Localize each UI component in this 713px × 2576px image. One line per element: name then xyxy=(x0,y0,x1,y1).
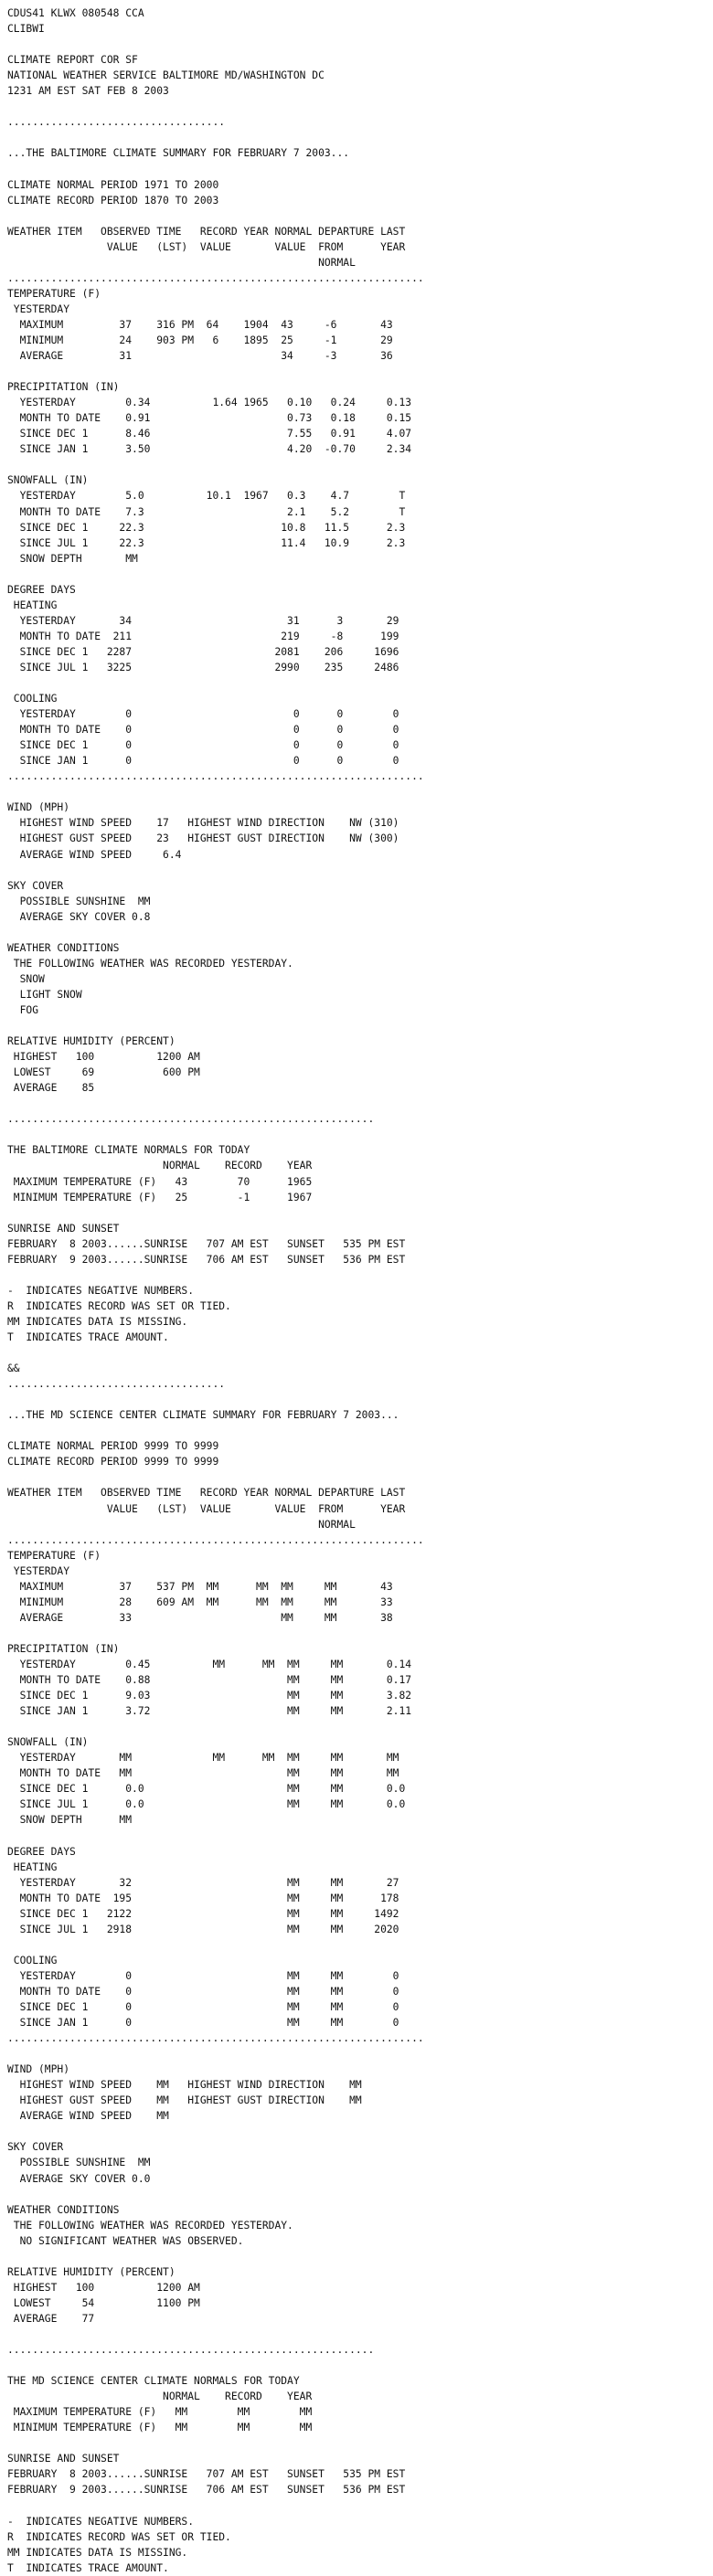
report-line: MAXIMUM TEMPERATURE (F) MM MM MM xyxy=(7,2406,313,2419)
report-line: THE MD SCIENCE CENTER CLIMATE NORMALS FOR TODAY xyxy=(7,2375,300,2388)
report-line xyxy=(7,1423,424,1438)
report-line: MM INDICATES DATA IS MISSING. xyxy=(7,2546,188,2559)
report-line: SINCE JAN 1 0 MM MM 0 xyxy=(7,2017,399,2030)
report-line: ........................................................... xyxy=(7,2344,375,2357)
report-line: AVERAGE WIND SPEED 6.4 xyxy=(7,848,182,861)
report-line: CLIMATE REPORT COR SF xyxy=(7,54,138,67)
report-line: SNOWFALL (IN) xyxy=(7,474,89,487)
report-line: LOWEST 69 600 PM xyxy=(7,1066,200,1079)
report-line: SINCE JAN 1 3.72 MM MM 2.11 xyxy=(7,1705,412,1718)
report-line xyxy=(7,1267,424,1283)
report-line: MAXIMUM 37 316 PM 64 1904 43 -6 43 xyxy=(7,318,393,331)
report-line: HIGHEST GUST SPEED MM HIGHEST GUST DIRECTION MM xyxy=(7,2094,362,2107)
report-line xyxy=(7,1392,424,1407)
report-line: CLIMATE NORMAL PERIOD 1971 TO 2000 xyxy=(7,178,219,191)
report-line: AVERAGE 77 xyxy=(7,2312,95,2325)
report-line: PRECIPITATION (IN) xyxy=(7,381,120,394)
report-line: SINCE DEC 1 0 0 0 0 xyxy=(7,739,399,752)
report-line xyxy=(7,675,424,691)
report-line: SNOW xyxy=(7,972,45,985)
report-line: YESTERDAY xyxy=(7,302,70,315)
report-line: CLIMATE RECORD PERIOD 9999 TO 9999 xyxy=(7,1456,219,1468)
report-line: SINCE DEC 1 22.3 10.8 11.5 2.3 xyxy=(7,521,406,534)
report-line: WEATHER ITEM OBSERVED TIME RECORD YEAR NORMAL DEPARTURE LAST xyxy=(7,1487,406,1500)
report-line: MONTH TO DATE 211 219 -8 199 xyxy=(7,630,399,642)
report-line: PRECIPITATION (IN) xyxy=(7,1642,120,1655)
report-line: && xyxy=(7,1362,20,1375)
report-line xyxy=(7,1626,424,1641)
report-line: HEATING xyxy=(7,1860,58,1873)
report-line xyxy=(7,784,424,800)
report-line: TEMPERATURE (F) xyxy=(7,1549,101,1562)
report-line: SNOWFALL (IN) xyxy=(7,1736,89,1749)
report-line xyxy=(7,1828,424,1843)
report-line: THE BALTIMORE CLIMATE NORMALS FOR TODAY xyxy=(7,1144,250,1157)
report-line: SINCE JAN 1 3.50 4.20 -0.70 2.34 xyxy=(7,443,412,456)
report-line: YESTERDAY 0 0 0 0 xyxy=(7,708,399,721)
report-line xyxy=(7,2358,424,2373)
report-line xyxy=(7,1096,424,1111)
report-line: HEATING xyxy=(7,599,58,611)
report-line: HIGHEST 100 1200 AM xyxy=(7,2281,200,2294)
report-line: FEBRUARY 9 2003......SUNRISE 706 AM EST SUNSET 536 PM EST xyxy=(7,1253,406,1266)
report-line xyxy=(7,567,424,582)
report-line xyxy=(7,1127,424,1142)
report-line: NORMAL RECORD YEAR xyxy=(7,2390,313,2403)
report-line: SINCE JAN 1 0 0 0 0 xyxy=(7,755,399,768)
report-line: MONTH TO DATE 0.91 0.73 0.18 0.15 xyxy=(7,412,412,425)
report-line: COOLING xyxy=(7,1954,58,1966)
report-line: TEMPERATURE (F) xyxy=(7,287,101,300)
report-line: NORMAL xyxy=(7,1518,356,1531)
report-line: ................................................................... xyxy=(7,770,424,783)
report-line: MINIMUM 24 903 PM 6 1895 25 -1 29 xyxy=(7,334,393,346)
report-line: HIGHEST 100 1200 AM xyxy=(7,1051,200,1064)
report-line: MONTH TO DATE 0.88 MM MM 0.17 xyxy=(7,1674,412,1687)
report-line: MONTH TO DATE 0 MM MM 0 xyxy=(7,1985,399,1998)
report-line: AVERAGE 31 34 -3 36 xyxy=(7,350,393,363)
report-line: ........................................................... xyxy=(7,1113,375,1126)
report-line: SINCE JUL 1 2918 MM MM 2020 xyxy=(7,1923,399,1935)
report-line: VALUE (LST) VALUE VALUE FROM YEAR xyxy=(7,240,406,253)
report-line: SINCE DEC 1 2122 MM MM 1492 xyxy=(7,1907,399,1920)
report-line: YESTERDAY 34 31 3 29 xyxy=(7,614,399,627)
report-line xyxy=(7,1018,424,1034)
climate-report-text xyxy=(7,5,424,2576)
report-line: SINCE DEC 1 8.46 7.55 0.91 4.07 xyxy=(7,428,412,440)
report-line: NO SIGNIFICANT WEATHER WAS OBSERVED. xyxy=(7,2234,244,2247)
report-line: MONTH TO DATE 0 0 0 0 xyxy=(7,724,399,737)
report-line: HIGHEST WIND SPEED MM HIGHEST WIND DIRECTION MM xyxy=(7,2079,362,2092)
report-line xyxy=(7,2435,424,2451)
report-line: MONTH TO DATE MM MM MM MM xyxy=(7,1767,399,1780)
report-line: SNOW DEPTH MM xyxy=(7,552,138,565)
report-line: DEGREE DAYS xyxy=(7,1845,76,1858)
report-line: T INDICATES TRACE AMOUNT. xyxy=(7,1330,169,1343)
report-line xyxy=(7,2498,424,2514)
report-line: COOLING xyxy=(7,693,58,705)
report-line: - INDICATES NEGATIVE NUMBERS. xyxy=(7,1284,195,1297)
report-line: POSSIBLE SUNSHINE MM xyxy=(7,895,151,907)
report-line xyxy=(7,2249,424,2264)
report-line: YESTERDAY 0.34 1.64 1965 0.10 0.24 0.13 xyxy=(7,397,412,409)
report-line: MAXIMUM TEMPERATURE (F) 43 70 1965 xyxy=(7,1175,313,1188)
report-line: ................................................................... xyxy=(7,271,424,284)
report-line xyxy=(7,99,424,114)
report-line: 1231 AM EST SAT FEB 8 2003 xyxy=(7,85,169,98)
report-line: LOWEST 54 1100 PM xyxy=(7,2296,200,2309)
report-line: SUNRISE AND SUNSET xyxy=(7,2453,120,2465)
report-line: SINCE DEC 1 0.0 MM MM 0.0 xyxy=(7,1783,406,1796)
report-line: NATIONAL WEATHER SERVICE BALTIMORE MD/WASHINGTON DC xyxy=(7,69,325,82)
report-line: ................................... xyxy=(7,1378,226,1391)
report-line: R INDICATES RECORD WAS SET OR TIED. xyxy=(7,1299,231,1312)
report-line: FEBRUARY 8 2003......SUNRISE 707 AM EST SUNSET 535 PM EST xyxy=(7,1237,406,1250)
report-line: SINCE DEC 1 9.03 MM MM 3.82 xyxy=(7,1690,412,1702)
report-line: ...THE MD SCIENCE CENTER CLIMATE SUMMARY FOR FEBRUARY 7 2003... xyxy=(7,1409,399,1422)
report-line: CLIMATE RECORD PERIOD 1870 TO 2003 xyxy=(7,194,219,207)
report-line: SINCE DEC 1 0 MM MM 0 xyxy=(7,2001,399,2013)
report-line: SINCE JUL 1 3225 2990 235 2486 xyxy=(7,661,399,673)
report-line: SKY COVER xyxy=(7,879,64,892)
report-line xyxy=(7,2046,424,2062)
report-line xyxy=(7,1469,424,1485)
report-line: SNOW DEPTH MM xyxy=(7,1814,133,1827)
report-line: YESTERDAY 32 MM MM 27 xyxy=(7,1876,399,1889)
report-line: AVERAGE SKY COVER 0.0 xyxy=(7,2172,151,2185)
report-line xyxy=(7,130,424,145)
report-line xyxy=(7,925,424,940)
report-line: CLIMATE NORMAL PERIOD 9999 TO 9999 xyxy=(7,1440,219,1453)
report-line: WIND (MPH) xyxy=(7,2063,70,2076)
report-line: LIGHT SNOW xyxy=(7,988,82,1001)
report-line: - INDICATES NEGATIVE NUMBERS. xyxy=(7,2515,195,2528)
report-line: R INDICATES RECORD WAS SET OR TIED. xyxy=(7,2530,231,2543)
report-line: NORMAL RECORD YEAR xyxy=(7,1160,313,1172)
report-line xyxy=(7,1937,424,1953)
report-line xyxy=(7,37,424,52)
report-line: CLIBWI xyxy=(7,23,45,36)
report-line xyxy=(7,863,424,878)
report-line: ................................................................... xyxy=(7,2032,424,2045)
report-line xyxy=(7,1719,424,1734)
report-line: DEGREE DAYS xyxy=(7,583,76,596)
report-line: SUNRISE AND SUNSET xyxy=(7,1222,120,1235)
report-line: AVERAGE 85 xyxy=(7,1082,95,1095)
report-line xyxy=(7,208,424,224)
report-line: NORMAL xyxy=(7,256,356,269)
report-line: HIGHEST GUST SPEED 23 HIGHEST GUST DIRECTION NW (300) xyxy=(7,832,399,845)
report-line: THE FOLLOWING WEATHER WAS RECORDED YESTERDAY. xyxy=(7,2219,293,2231)
report-line: RELATIVE HUMIDITY (PERCENT) xyxy=(7,1035,176,1048)
report-line: MAXIMUM 37 537 PM MM MM MM MM 43 xyxy=(7,1580,393,1593)
report-line: CDUS41 KLWX 080548 CCA xyxy=(7,7,144,19)
report-line: AVERAGE SKY COVER 0.8 xyxy=(7,910,151,923)
report-line: RELATIVE HUMIDITY (PERCENT) xyxy=(7,2265,176,2278)
report-line xyxy=(7,2327,424,2342)
report-line: SINCE JUL 1 22.3 11.4 10.9 2.3 xyxy=(7,536,406,549)
report-line: FOG xyxy=(7,1004,39,1016)
report-line xyxy=(7,161,424,176)
report-line: WEATHER CONDITIONS xyxy=(7,941,120,954)
report-line xyxy=(7,2187,424,2202)
report-line: YESTERDAY 0.45 MM MM MM MM 0.14 xyxy=(7,1658,412,1670)
report-line: YESTERDAY xyxy=(7,1564,70,1577)
report-line: WIND (MPH) xyxy=(7,801,70,814)
report-line: FEBRUARY 8 2003......SUNRISE 707 AM EST SUNSET 535 PM EST xyxy=(7,2468,406,2481)
report-line xyxy=(7,364,424,379)
report-line: T INDICATES TRACE AMOUNT. xyxy=(7,2561,169,2574)
report-line: MINIMUM 28 609 AM MM MM MM MM 33 xyxy=(7,1595,393,1608)
report-line: POSSIBLE SUNSHINE MM xyxy=(7,2157,151,2169)
report-line: MINIMUM TEMPERATURE (F) 25 -1 1967 xyxy=(7,1191,313,1203)
report-line: SKY COVER xyxy=(7,2141,64,2154)
report-line: SINCE DEC 1 2287 2081 206 1696 xyxy=(7,645,399,658)
report-line: ................................................................... xyxy=(7,1533,424,1546)
report-line: ................................... xyxy=(7,116,226,129)
report-line: MINIMUM TEMPERATURE (F) MM MM MM xyxy=(7,2422,313,2434)
report-line: THE FOLLOWING WEATHER WAS RECORDED YESTERDAY. xyxy=(7,957,293,970)
report-line: MM INDICATES DATA IS MISSING. xyxy=(7,1315,188,1328)
report-line: HIGHEST WIND SPEED 17 HIGHEST WIND DIRECTION NW (310) xyxy=(7,817,399,830)
report-line: SINCE JUL 1 0.0 MM MM 0.0 xyxy=(7,1798,406,1811)
report-line: MONTH TO DATE 7.3 2.1 5.2 T xyxy=(7,505,406,518)
report-line: WEATHER ITEM OBSERVED TIME RECORD YEAR NORMAL DEPARTURE LAST xyxy=(7,225,406,238)
report-line xyxy=(7,1205,424,1221)
report-line: YESTERDAY MM MM MM MM MM MM xyxy=(7,1752,399,1765)
report-line: YESTERDAY 5.0 10.1 1967 0.3 4.7 T xyxy=(7,490,406,503)
report-line: FEBRUARY 9 2003......SUNRISE 706 AM EST SUNSET 536 PM EST xyxy=(7,2484,406,2496)
report-line xyxy=(7,457,424,472)
report-line: YESTERDAY 0 MM MM 0 xyxy=(7,1969,399,1982)
report-line: MONTH TO DATE 195 MM MM 178 xyxy=(7,1892,399,1904)
report-line: AVERAGE 33 MM MM 38 xyxy=(7,1611,393,1624)
report-line xyxy=(7,1345,424,1361)
report-line: WEATHER CONDITIONS xyxy=(7,2203,120,2216)
report-line: VALUE (LST) VALUE VALUE FROM YEAR xyxy=(7,1502,406,1515)
report-line: ...THE BALTIMORE CLIMATE SUMMARY FOR FEBRUARY 7 2003... xyxy=(7,147,350,160)
report-line xyxy=(7,2124,424,2139)
report-line: AVERAGE WIND SPEED MM xyxy=(7,2110,169,2123)
